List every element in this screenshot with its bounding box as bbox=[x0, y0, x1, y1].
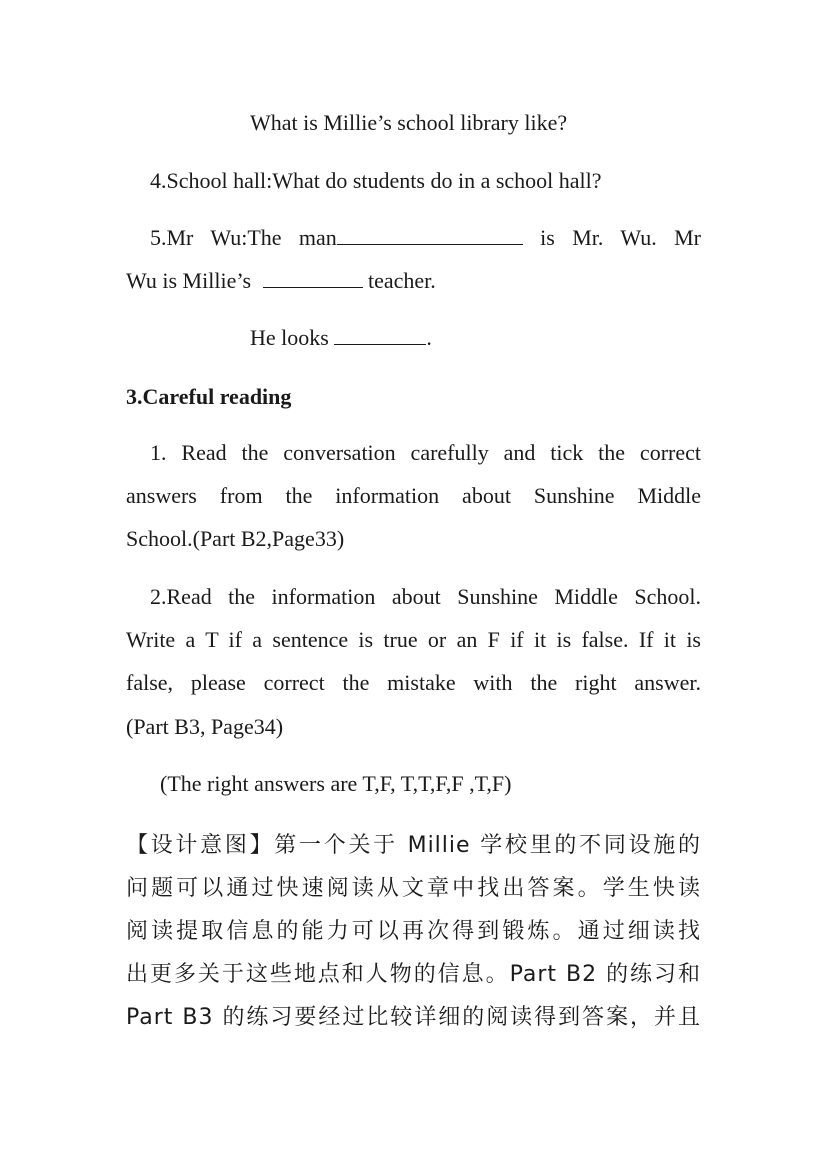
design-intent-line-4: 出更多关于这些地点和人物的信息。Part B2 的练习和 bbox=[126, 962, 701, 987]
blank-man bbox=[337, 226, 523, 245]
design-intent-line-1: 【设计意图】第一个关于 Millie 学校里的不同设施的 bbox=[126, 833, 701, 858]
task2-line-4: (Part B3, Page34) bbox=[126, 714, 284, 739]
task2-line-1: 2.Read the information about Sunshine Middle School. bbox=[150, 584, 701, 609]
question-school-hall: 4.School hall:What do students do in a school hall? bbox=[150, 168, 602, 193]
q5-intro: 5.Mr Wu:The man bbox=[150, 225, 337, 250]
design-intent-line-5: Part B3 的练习要经过比较详细的阅读得到答案，并且 bbox=[126, 1005, 701, 1030]
question-5-line-3 bbox=[250, 325, 432, 351]
section-heading-careful-reading: 3.Careful reading bbox=[126, 384, 292, 409]
q5-period: . bbox=[426, 325, 432, 350]
task2-line-2: Write a T if a sentence is true or an F if it is false. If it is bbox=[126, 627, 701, 652]
task1-line-3: School.(Part B2,Page33) bbox=[126, 526, 345, 551]
task1-line-1: 1. Read the conversation carefully and tick the correct bbox=[150, 440, 701, 465]
q5-teacher: teacher. bbox=[368, 268, 436, 293]
q5-he-looks: He looks bbox=[250, 325, 329, 350]
design-intent-line-3: 阅读提取信息的能力可以再次得到锻炼。通过细读找 bbox=[126, 919, 701, 944]
blank-teacher bbox=[263, 269, 363, 288]
task2-line-3: false, please correct the mistake with the right answer. bbox=[126, 670, 701, 695]
q5-mr-wu: is Mr. Wu. Mr bbox=[540, 225, 701, 250]
answers-line: (The right answers are T,F, T,T,F,F ,T,F) bbox=[160, 771, 512, 796]
question-5-line-2 bbox=[126, 268, 436, 294]
question-library: What is Millie’s school library like? bbox=[250, 110, 568, 135]
blank-looks bbox=[334, 326, 426, 345]
design-intent-line-2: 问题可以通过快速阅读从文章中找出答案。学生快读 bbox=[126, 876, 701, 901]
question-5-line-1 bbox=[150, 225, 701, 251]
task1-line-2: answers from the information about Sunshine Middle bbox=[126, 483, 701, 508]
q5-wu-is: Wu is Millie’s bbox=[126, 268, 252, 293]
